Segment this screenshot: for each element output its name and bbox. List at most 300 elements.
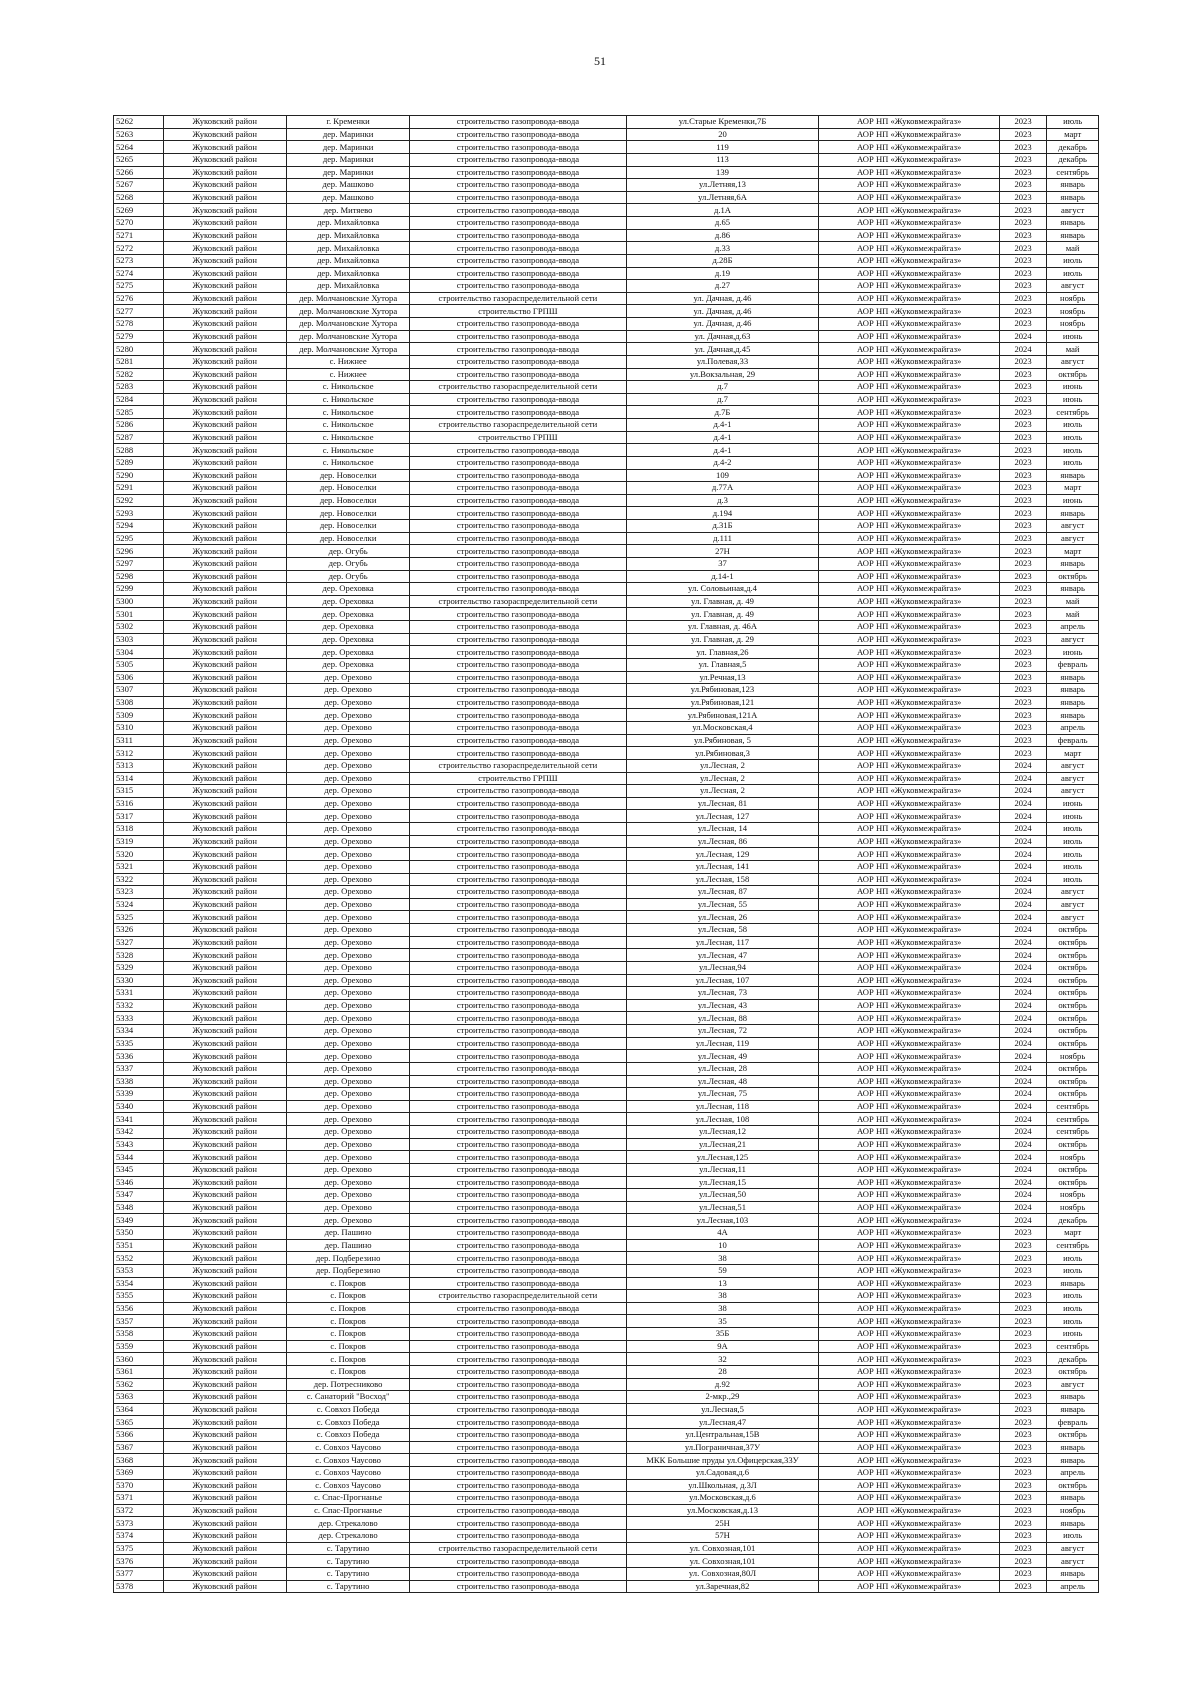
- month-cell: март: [1047, 128, 1099, 141]
- district-cell: Жуковский район: [163, 1264, 286, 1277]
- year-cell: 2023: [999, 1454, 1046, 1467]
- table-row: [114, 494, 1099, 507]
- district-cell: Жуковский район: [163, 1113, 286, 1126]
- organization-cell: АОР НП «Жуковмежрайгаз»: [819, 557, 999, 570]
- organization-cell: АОР НП «Жуковмежрайгаз»: [819, 280, 999, 293]
- year-cell: 2023: [999, 684, 1046, 697]
- organization-cell: АОР НП «Жуковмежрайгаз»: [819, 621, 999, 634]
- work-type-cell: строительство газопровода-ввода: [410, 974, 626, 987]
- district-cell: Жуковский район: [163, 545, 286, 558]
- district-cell: Жуковский район: [163, 759, 286, 772]
- year-cell: 2024: [999, 1050, 1046, 1063]
- address-cell: ул.Лесная, 2: [626, 772, 819, 785]
- locality-cell: дер. Ореховка: [286, 608, 409, 621]
- month-cell: сентябрь: [1047, 1239, 1099, 1252]
- table-row: [114, 1567, 1099, 1580]
- address-cell: ул.Лесная, 55: [626, 898, 819, 911]
- address-cell: 13: [626, 1277, 819, 1290]
- table-row: [114, 1517, 1099, 1530]
- table-row: [114, 1037, 1099, 1050]
- year-cell: 2024: [999, 823, 1046, 836]
- address-cell: МКК Большие пруды ул.Офицерская,33У: [626, 1454, 819, 1467]
- work-type-cell: строительство газопровода-ввода: [410, 545, 626, 558]
- organization-cell: АОР НП «Жуковмежрайгаз»: [819, 507, 999, 520]
- locality-cell: с. Совхоз Чаусово: [286, 1441, 409, 1454]
- address-cell: ул.Лесная, 117: [626, 936, 819, 949]
- district-cell: Жуковский район: [163, 1504, 286, 1517]
- row-number: 5317: [114, 810, 164, 823]
- organization-cell: АОР НП «Жуковмежрайгаз»: [819, 330, 999, 343]
- organization-cell: АОР НП «Жуковмежрайгаз»: [819, 987, 999, 1000]
- address-cell: ул. Главная, д. 46А: [626, 621, 819, 634]
- address-cell: ул.Лесная, 129: [626, 848, 819, 861]
- work-type-cell: строительство газопровода-ввода: [410, 1365, 626, 1378]
- locality-cell: дер. Молчановские Хутора: [286, 343, 409, 356]
- table-row: [114, 191, 1099, 204]
- work-type-cell: строительство газораспределительной сети: [410, 759, 626, 772]
- organization-cell: АОР НП «Жуковмежрайгаз»: [819, 393, 999, 406]
- month-cell: сентябрь: [1047, 1113, 1099, 1126]
- organization-cell: АОР НП «Жуковмежрайгаз»: [819, 419, 999, 432]
- address-cell: 2-мкр.,29: [626, 1391, 819, 1404]
- month-cell: октябрь: [1047, 936, 1099, 949]
- row-number: 5347: [114, 1189, 164, 1202]
- table-row: [114, 1239, 1099, 1252]
- month-cell: апрель: [1047, 1580, 1099, 1593]
- work-type-cell: строительство газопровода-ввода: [410, 507, 626, 520]
- year-cell: 2023: [999, 734, 1046, 747]
- address-cell: д.194: [626, 507, 819, 520]
- locality-cell: дер. Орехово: [286, 999, 409, 1012]
- district-cell: Жуковский район: [163, 886, 286, 899]
- district-cell: Жуковский район: [163, 494, 286, 507]
- table-row: [114, 393, 1099, 406]
- table-row: [114, 1290, 1099, 1303]
- organization-cell: АОР НП «Жуковмежрайгаз»: [819, 1214, 999, 1227]
- month-cell: июнь: [1047, 494, 1099, 507]
- row-number: 5363: [114, 1391, 164, 1404]
- table-row: [114, 1429, 1099, 1442]
- locality-cell: дер. Машково: [286, 179, 409, 192]
- organization-cell: АОР НП «Жуковмежрайгаз»: [819, 1403, 999, 1416]
- locality-cell: дер. Орехово: [286, 961, 409, 974]
- year-cell: 2023: [999, 633, 1046, 646]
- organization-cell: АОР НП «Жуковмежрайгаз»: [819, 886, 999, 899]
- locality-cell: дер. Орехово: [286, 949, 409, 962]
- table-row: [114, 267, 1099, 280]
- locality-cell: дер. Орехово: [286, 1176, 409, 1189]
- district-cell: Жуковский район: [163, 292, 286, 305]
- organization-cell: АОР НП «Жуковмежрайгаз»: [819, 595, 999, 608]
- district-cell: Жуковский район: [163, 431, 286, 444]
- table-row: [114, 696, 1099, 709]
- year-cell: 2023: [999, 393, 1046, 406]
- district-cell: Жуковский район: [163, 1290, 286, 1303]
- organization-cell: АОР НП «Жуковмежрайгаз»: [819, 1441, 999, 1454]
- organization-cell: АОР НП «Жуковмежрайгаз»: [819, 1176, 999, 1189]
- district-cell: Жуковский район: [163, 1075, 286, 1088]
- locality-cell: дер. Орехово: [286, 1037, 409, 1050]
- table-row: [114, 1479, 1099, 1492]
- address-cell: ул. Совхозная,101: [626, 1555, 819, 1568]
- row-number: 5359: [114, 1340, 164, 1353]
- year-cell: 2023: [999, 1580, 1046, 1593]
- year-cell: 2023: [999, 1302, 1046, 1315]
- year-cell: 2023: [999, 1391, 1046, 1404]
- year-cell: 2023: [999, 153, 1046, 166]
- year-cell: 2023: [999, 267, 1046, 280]
- locality-cell: дер. Орехово: [286, 860, 409, 873]
- work-type-cell: строительство газопровода-ввода: [410, 722, 626, 735]
- district-cell: Жуковский район: [163, 116, 286, 129]
- month-cell: июль: [1047, 1315, 1099, 1328]
- district-cell: Жуковский район: [163, 848, 286, 861]
- district-cell: Жуковский район: [163, 1429, 286, 1442]
- locality-cell: дер. Орехово: [286, 1062, 409, 1075]
- work-type-cell: строительство газопровода-ввода: [410, 128, 626, 141]
- work-type-cell: строительство газопровода-ввода: [410, 267, 626, 280]
- table-row: [114, 570, 1099, 583]
- organization-cell: АОР НП «Жуковмежрайгаз»: [819, 1113, 999, 1126]
- address-cell: д.7: [626, 381, 819, 394]
- row-number: 5339: [114, 1088, 164, 1101]
- year-cell: 2023: [999, 532, 1046, 545]
- locality-cell: дер. Орехово: [286, 671, 409, 684]
- work-type-cell: строительство газопровода-ввода: [410, 1126, 626, 1139]
- table-row: [114, 482, 1099, 495]
- address-cell: ул.Старые Кременки,7Б: [626, 116, 819, 129]
- locality-cell: дер. Орехово: [286, 1214, 409, 1227]
- month-cell: май: [1047, 242, 1099, 255]
- row-number: 5358: [114, 1328, 164, 1341]
- row-number: 5316: [114, 797, 164, 810]
- year-cell: 2023: [999, 1530, 1046, 1543]
- locality-cell: дер. Пашино: [286, 1227, 409, 1240]
- month-cell: август: [1047, 785, 1099, 798]
- address-cell: ул.Лесная, 26: [626, 911, 819, 924]
- year-cell: 2024: [999, 961, 1046, 974]
- table-row: [114, 141, 1099, 154]
- address-cell: ул.Центральная,15В: [626, 1429, 819, 1442]
- month-cell: август: [1047, 280, 1099, 293]
- organization-cell: АОР НП «Жуковмежрайгаз»: [819, 684, 999, 697]
- locality-cell: дер. Михайловка: [286, 217, 409, 230]
- table-row: [114, 848, 1099, 861]
- gasification-register-table: [113, 115, 1099, 1593]
- organization-cell: АОР НП «Жуковмежрайгаз»: [819, 254, 999, 267]
- work-type-cell: строительство газопровода-ввода: [410, 368, 626, 381]
- organization-cell: АОР НП «Жуковмежрайгаз»: [819, 1492, 999, 1505]
- month-cell: декабрь: [1047, 141, 1099, 154]
- row-number: 5322: [114, 873, 164, 886]
- table-row: [114, 860, 1099, 873]
- address-cell: ул.Лесная,103: [626, 1214, 819, 1227]
- year-cell: 2023: [999, 318, 1046, 331]
- row-number: 5318: [114, 823, 164, 836]
- address-cell: ул.Речная,13: [626, 671, 819, 684]
- month-cell: январь: [1047, 1403, 1099, 1416]
- organization-cell: АОР НП «Жуковмежрайгаз»: [819, 1201, 999, 1214]
- district-cell: Жуковский район: [163, 456, 286, 469]
- locality-cell: дер. Митяево: [286, 204, 409, 217]
- year-cell: 2023: [999, 128, 1046, 141]
- address-cell: ул. Дачная, д.46: [626, 292, 819, 305]
- row-number: 5266: [114, 166, 164, 179]
- year-cell: 2023: [999, 141, 1046, 154]
- row-number: 5294: [114, 520, 164, 533]
- locality-cell: дер. Орехово: [286, 886, 409, 899]
- address-cell: 25Н: [626, 1517, 819, 1530]
- month-cell: август: [1047, 1378, 1099, 1391]
- year-cell: 2023: [999, 419, 1046, 432]
- row-number: 5331: [114, 987, 164, 1000]
- row-number: 5275: [114, 280, 164, 293]
- organization-cell: АОР НП «Жуковмежрайгаз»: [819, 343, 999, 356]
- month-cell: февраль: [1047, 1416, 1099, 1429]
- district-cell: Жуковский район: [163, 191, 286, 204]
- address-cell: д.77А: [626, 482, 819, 495]
- work-type-cell: строительство газопровода-ввода: [410, 1201, 626, 1214]
- work-type-cell: строительство газопровода-ввода: [410, 823, 626, 836]
- address-cell: д.28Б: [626, 254, 819, 267]
- year-cell: 2023: [999, 456, 1046, 469]
- work-type-cell: строительство газопровода-ввода: [410, 924, 626, 937]
- month-cell: июнь: [1047, 381, 1099, 394]
- organization-cell: АОР НП «Жуковмежрайгаз»: [819, 355, 999, 368]
- district-cell: Жуковский район: [163, 166, 286, 179]
- row-number: 5354: [114, 1277, 164, 1290]
- month-cell: июль: [1047, 1302, 1099, 1315]
- locality-cell: дер. Ореховка: [286, 595, 409, 608]
- locality-cell: с. Никольское: [286, 381, 409, 394]
- district-cell: Жуковский район: [163, 1012, 286, 1025]
- year-cell: 2024: [999, 1113, 1046, 1126]
- row-number: 5357: [114, 1315, 164, 1328]
- locality-cell: дер. Новоселки: [286, 520, 409, 533]
- locality-cell: дер. Огубь: [286, 545, 409, 558]
- organization-cell: АОР НП «Жуковмежрайгаз»: [819, 1504, 999, 1517]
- address-cell: ул. Дачная,д.45: [626, 343, 819, 356]
- row-number: 5319: [114, 835, 164, 848]
- locality-cell: дер. Орехово: [286, 747, 409, 760]
- row-number: 5332: [114, 999, 164, 1012]
- row-number: 5341: [114, 1113, 164, 1126]
- district-cell: Жуковский район: [163, 1189, 286, 1202]
- address-cell: 35Б: [626, 1328, 819, 1341]
- month-cell: июнь: [1047, 393, 1099, 406]
- organization-cell: АОР НП «Жуковмежрайгаз»: [819, 1126, 999, 1139]
- work-type-cell: строительство газопровода-ввода: [410, 1403, 626, 1416]
- organization-cell: АОР НП «Жуковмежрайгаз»: [819, 1075, 999, 1088]
- address-cell: д.111: [626, 532, 819, 545]
- district-cell: Жуковский район: [163, 658, 286, 671]
- address-cell: ул.Лесная,47: [626, 1416, 819, 1429]
- row-number: 5302: [114, 621, 164, 634]
- work-type-cell: строительство газопровода-ввода: [410, 1315, 626, 1328]
- year-cell: 2024: [999, 860, 1046, 873]
- table-row: [114, 532, 1099, 545]
- district-cell: Жуковский район: [163, 128, 286, 141]
- row-number: 5291: [114, 482, 164, 495]
- row-number: 5321: [114, 860, 164, 873]
- address-cell: 9А: [626, 1340, 819, 1353]
- row-number: 5377: [114, 1567, 164, 1580]
- organization-cell: АОР НП «Жуковмежрайгаз»: [819, 1517, 999, 1530]
- month-cell: август: [1047, 1542, 1099, 1555]
- address-cell: 20: [626, 128, 819, 141]
- locality-cell: с. Покров: [286, 1353, 409, 1366]
- table-row: [114, 1353, 1099, 1366]
- locality-cell: дер. Орехово: [286, 873, 409, 886]
- table-row: [114, 911, 1099, 924]
- work-type-cell: строительство газопровода-ввода: [410, 1062, 626, 1075]
- month-cell: январь: [1047, 1492, 1099, 1505]
- locality-cell: дер. Орехово: [286, 1189, 409, 1202]
- locality-cell: дер. Маринки: [286, 166, 409, 179]
- work-type-cell: строительство газопровода-ввода: [410, 709, 626, 722]
- year-cell: 2024: [999, 330, 1046, 343]
- work-type-cell: строительство газопровода-ввода: [410, 242, 626, 255]
- address-cell: ул.Лесная, 127: [626, 810, 819, 823]
- organization-cell: АОР НП «Жуковмежрайгаз»: [819, 873, 999, 886]
- district-cell: Жуковский район: [163, 1163, 286, 1176]
- organization-cell: АОР НП «Жуковмежрайгаз»: [819, 1429, 999, 1442]
- month-cell: январь: [1047, 1441, 1099, 1454]
- work-type-cell: строительство газопровода-ввода: [410, 987, 626, 1000]
- month-cell: январь: [1047, 583, 1099, 596]
- row-number: 5276: [114, 292, 164, 305]
- year-cell: 2023: [999, 1504, 1046, 1517]
- address-cell: ул. Главная,26: [626, 646, 819, 659]
- organization-cell: АОР НП «Жуковмежрайгаз»: [819, 898, 999, 911]
- district-cell: Жуковский район: [163, 873, 286, 886]
- month-cell: ноябрь: [1047, 1201, 1099, 1214]
- row-number: 5262: [114, 116, 164, 129]
- work-type-cell: строительство газопровода-ввода: [410, 886, 626, 899]
- locality-cell: дер. Новоселки: [286, 494, 409, 507]
- year-cell: 2023: [999, 1429, 1046, 1442]
- work-type-cell: строительство газопровода-ввода: [410, 1353, 626, 1366]
- address-cell: 10: [626, 1239, 819, 1252]
- address-cell: д.7: [626, 393, 819, 406]
- year-cell: 2024: [999, 936, 1046, 949]
- year-cell: 2024: [999, 1126, 1046, 1139]
- row-number: 5309: [114, 709, 164, 722]
- address-cell: д.1А: [626, 204, 819, 217]
- work-type-cell: строительство газопровода-ввода: [410, 608, 626, 621]
- work-type-cell: строительство газопровода-ввода: [410, 1504, 626, 1517]
- month-cell: апрель: [1047, 722, 1099, 735]
- locality-cell: дер. Ореховка: [286, 646, 409, 659]
- address-cell: ул. Дачная,д.63: [626, 330, 819, 343]
- work-type-cell: строительство газопровода-ввода: [410, 1075, 626, 1088]
- locality-cell: дер. Михайловка: [286, 280, 409, 293]
- row-number: 5305: [114, 658, 164, 671]
- table-row: [114, 898, 1099, 911]
- month-cell: март: [1047, 747, 1099, 760]
- month-cell: июль: [1047, 1252, 1099, 1265]
- row-number: 5324: [114, 898, 164, 911]
- work-type-cell: строительство газопровода-ввода: [410, 229, 626, 242]
- district-cell: Жуковский район: [163, 1567, 286, 1580]
- address-cell: ул.Лесная, 75: [626, 1088, 819, 1101]
- address-cell: ул. Совхозная,101: [626, 1542, 819, 1555]
- organization-cell: АОР НП «Жуковмежрайгаз»: [819, 532, 999, 545]
- work-type-cell: строительство газопровода-ввода: [410, 166, 626, 179]
- address-cell: ул.Лесная, 118: [626, 1100, 819, 1113]
- row-number: 5337: [114, 1062, 164, 1075]
- address-cell: 35: [626, 1315, 819, 1328]
- organization-cell: АОР НП «Жуковмежрайгаз»: [819, 1290, 999, 1303]
- work-type-cell: строительство газопровода-ввода: [410, 936, 626, 949]
- work-type-cell: строительство газораспределительной сети: [410, 595, 626, 608]
- address-cell: ул.Заречная,82: [626, 1580, 819, 1593]
- row-number: 5325: [114, 911, 164, 924]
- row-number: 5272: [114, 242, 164, 255]
- work-type-cell: строительство газопровода-ввода: [410, 1050, 626, 1063]
- locality-cell: дер. Молчановские Хутора: [286, 330, 409, 343]
- year-cell: 2024: [999, 1062, 1046, 1075]
- row-number: 5346: [114, 1176, 164, 1189]
- work-type-cell: строительство газопровода-ввода: [410, 873, 626, 886]
- locality-cell: дер. Потресниково: [286, 1378, 409, 1391]
- work-type-cell: строительство газопровода-ввода: [410, 1277, 626, 1290]
- month-cell: январь: [1047, 709, 1099, 722]
- row-number: 5268: [114, 191, 164, 204]
- month-cell: октябрь: [1047, 1025, 1099, 1038]
- district-cell: Жуковский район: [163, 999, 286, 1012]
- district-cell: Жуковский район: [163, 330, 286, 343]
- locality-cell: с. Нижнее: [286, 355, 409, 368]
- organization-cell: АОР НП «Жуковмежрайгаз»: [819, 823, 999, 836]
- year-cell: 2023: [999, 1264, 1046, 1277]
- month-cell: январь: [1047, 1517, 1099, 1530]
- row-number: 5356: [114, 1302, 164, 1315]
- month-cell: июль: [1047, 860, 1099, 873]
- row-number: 5369: [114, 1466, 164, 1479]
- district-cell: Жуковский район: [163, 823, 286, 836]
- month-cell: октябрь: [1047, 570, 1099, 583]
- address-cell: ул.Лесная, 73: [626, 987, 819, 1000]
- row-number: 5344: [114, 1151, 164, 1164]
- month-cell: январь: [1047, 1454, 1099, 1467]
- year-cell: 2023: [999, 1277, 1046, 1290]
- locality-cell: с. Санаторий "Восход": [286, 1391, 409, 1404]
- row-number: 5263: [114, 128, 164, 141]
- month-cell: ноябрь: [1047, 318, 1099, 331]
- table-row: [114, 759, 1099, 772]
- organization-cell: АОР НП «Жуковмежрайгаз»: [819, 1138, 999, 1151]
- work-type-cell: строительство газопровода-ввода: [410, 444, 626, 457]
- work-type-cell: строительство газопровода-ввода: [410, 810, 626, 823]
- row-number: 5362: [114, 1378, 164, 1391]
- locality-cell: дер. Огубь: [286, 557, 409, 570]
- year-cell: 2024: [999, 873, 1046, 886]
- work-type-cell: строительство газопровода-ввода: [410, 1214, 626, 1227]
- table-row: [114, 1025, 1099, 1038]
- work-type-cell: строительство газопровода-ввода: [410, 658, 626, 671]
- address-cell: ул.Рябиновая,121: [626, 696, 819, 709]
- district-cell: Жуковский район: [163, 734, 286, 747]
- row-number: 5349: [114, 1214, 164, 1227]
- organization-cell: АОР НП «Жуковмежрайгаз»: [819, 1088, 999, 1101]
- organization-cell: АОР НП «Жуковмежрайгаз»: [819, 431, 999, 444]
- row-number: 5290: [114, 469, 164, 482]
- work-type-cell: строительство газопровода-ввода: [410, 785, 626, 798]
- address-cell: д.27: [626, 280, 819, 293]
- year-cell: 2023: [999, 431, 1046, 444]
- work-type-cell: строительство газопровода-ввода: [410, 797, 626, 810]
